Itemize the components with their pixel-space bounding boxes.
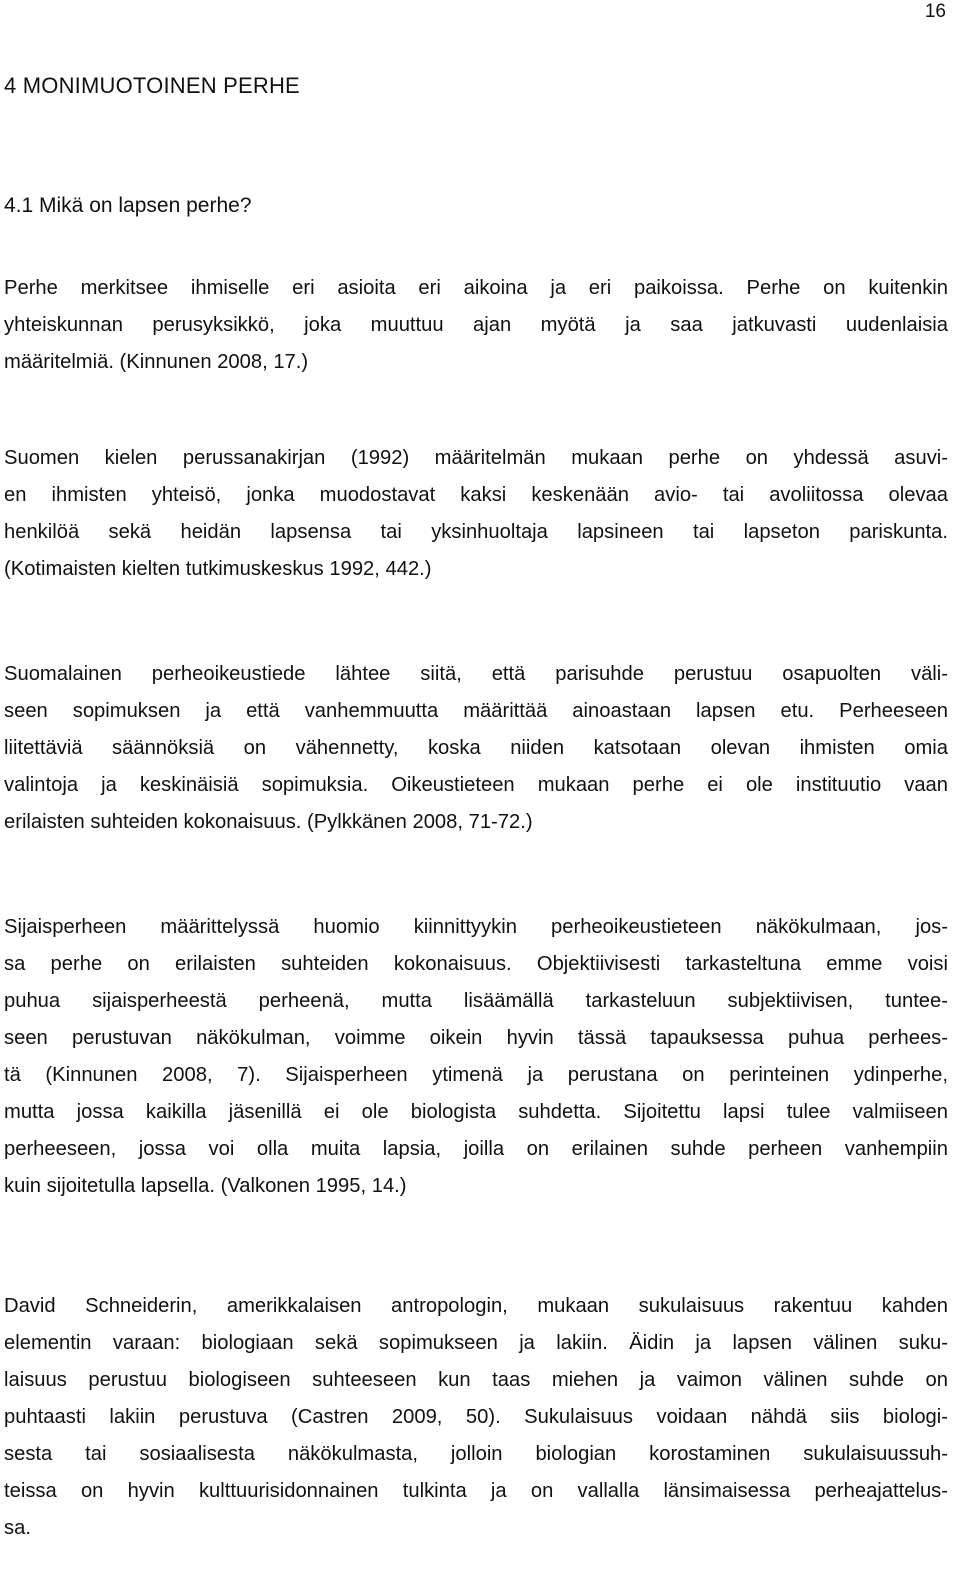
text-line: Perhe merkitsee ihmiselle eri asioita eri aikoina ja eri paikoissa. Perhe on kuitenkin <box>4 277 948 299</box>
text-line: Suomen kielen perussanakirjan (1992) määritelmän mukaan perhe on yhdessä asuvi- <box>4 447 948 469</box>
text-line: määritelmiä. (Kinnunen 2008, 17.) <box>4 351 309 373</box>
text-line: laisuus perustuu biologiseen suhteeseen kun taas miehen ja vaimon välinen suhde on <box>4 1369 948 1391</box>
text-line: elementin varaan: biologiaan sekä sopimukseen ja lakiin. Äidin ja lapsen välinen suku- <box>4 1332 948 1354</box>
text-line: perheeseen, jossa voi olla muita lapsia, joilla on erilainen suhde perheen vanhempiin <box>4 1138 948 1160</box>
text-line: puhua sijaisperheestä perheenä, mutta lisäämällä tarkasteluun subjektiivisen, tuntee- <box>4 990 948 1012</box>
text-line: sesta tai sosiaalisesta näkökulmasta, jolloin biologian korostaminen sukulaisuussuh- <box>4 1443 948 1465</box>
paragraph-dictionary-definition <box>4 440 948 588</box>
text-line: teissa on hyvin kulttuurisidonnainen tulkinta ja on vallalla länsimaisessa perheajattelus- <box>4 1480 948 1502</box>
text-line: liitettäviä säännöksiä on vähennetty, koska niiden katsotaan olevan ihmisten omia <box>4 737 948 759</box>
section-title: 4.1 Mikä on lapsen perhe? <box>4 194 252 217</box>
text-line: henkilöä sekä heidän lapsensa tai yksinhuoltaja lapsineen tai lapseton pariskunta. <box>4 521 948 543</box>
text-line: sa perhe on erilaisten suhteiden kokonaisuus. Objektiivisesti tarkasteltuna emme voisi <box>4 953 948 975</box>
text-line: (Kotimaisten kielten tutkimuskeskus 1992, 442.) <box>4 558 432 580</box>
text-line: seen sopimuksen ja että vanhemmuutta määrittää ainoastaan lapsen etu. Perheeseen <box>4 700 948 722</box>
text-line: tä (Kinnunen 2008, 7). Sijaisperheen ytimenä ja perustana on perinteinen ydinperhe, <box>4 1064 948 1086</box>
text-line: Suomalainen perheoikeustiede lähtee siitä, että parisuhde perustuu osapuolten väli- <box>4 663 948 685</box>
chapter-title: 4 MONIMUOTOINEN PERHE <box>4 73 300 98</box>
paragraph-kinship <box>4 1288 948 1547</box>
text-line: mutta jossa kaikilla jäsenillä ei ole biologista suhdetta. Sijoitettu lapsi tulee valmiiseen <box>4 1101 948 1123</box>
text-line: David Schneiderin, amerikkalaisen antropologin, mukaan sukulaisuus rakentuu kahden <box>4 1295 948 1317</box>
text-line: kuin sijoitetulla lapsella. (Valkonen 1995, 14.) <box>4 1175 407 1197</box>
paragraph-family-law <box>4 656 948 841</box>
text-line: en ihmisten yhteisö, jonka muodostavat kaksi keskenään avio- tai avoliitossa olevaa <box>4 484 948 506</box>
text-line: seen perustuvan näkökulman, voimme oikein hyvin tässä tapauksessa puhua perhees- <box>4 1027 948 1049</box>
text-line: erilaisten suhteiden kokonaisuus. (Pylkkänen 2008, 71-72.) <box>4 811 533 833</box>
text-line: sa. <box>4 1517 31 1539</box>
text-line: valintoja ja keskinäisiä sopimuksia. Oikeustieteen mukaan perhe ei ole instituutio vaan <box>4 774 948 796</box>
page-number: 16 <box>924 1 946 22</box>
paragraph-family-definition <box>4 270 948 381</box>
text-line: yhteiskunnan perusyksikkö, joka muuttuu ajan myötä ja saa jatkuvasti uudenlaisia <box>4 314 948 336</box>
paragraph-foster-family <box>4 909 948 1205</box>
text-line: Sijaisperheen määrittelyssä huomio kiinnittyykin perheoikeustieteen näkökulmaan, jos- <box>4 916 948 938</box>
text-line: puhtaasti lakiin perustuva (Castren 2009, 50). Sukulaisuus voidaan nähdä siis biologi- <box>4 1406 948 1428</box>
